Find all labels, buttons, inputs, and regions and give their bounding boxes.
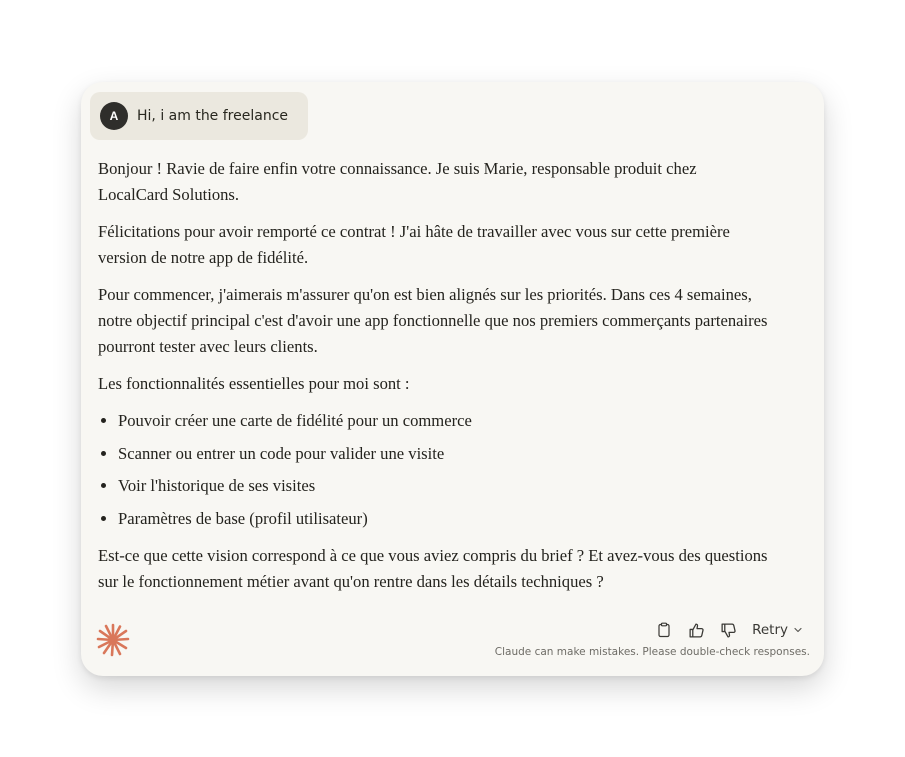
- assistant-response: [98, 156, 768, 606]
- list-item: • Scanner ou entrer un code pour valider une visite: [118, 441, 768, 467]
- response-paragraph: Bonjour ! Ravie de faire enfin votre connaissance. Je suis Marie, responsable produit chez LocalCard Solutions.: [98, 159, 697, 204]
- list-item: • Voir l'historique de ses visites: [118, 473, 768, 499]
- user-message-bubble: [90, 92, 308, 140]
- user-message-text: Hi, i am the freelance: [137, 108, 289, 124]
- copy-button[interactable]: [653, 619, 675, 641]
- list-item: • Paramètres de base (profil utilisateur): [118, 506, 768, 532]
- retry-label: Retry: [752, 622, 788, 638]
- list-item: • Pouvoir créer une carte de fidélité pour un commerce: [118, 408, 768, 434]
- thumbs-up-icon: [688, 622, 705, 639]
- response-paragraph: Est-ce que cette vision correspond à ce que vous aviez compris du brief ? Et avez-vous des questions sur le fonctionnement métier avant qu'on rentre dans les détails techniques ?: [98, 545, 768, 591]
- thumbs-down-icon: [720, 622, 737, 639]
- chevron-down-icon: [793, 625, 803, 635]
- retry-button[interactable]: [752, 622, 803, 638]
- disclaimer-text: Claude can make mistakes. Please double-check responses.: [494, 646, 810, 658]
- response-paragraph: Pour commencer, j'aimerais m'assurer qu'on est bien alignés sur les priorités. Dans ces 4 semaines, notre objectif principal c'est d'avoir une app fonctionnelle que nos premiers commerçants partenaires pourront tester avec leurs clients.: [98, 285, 768, 356]
- feature-list: [98, 408, 768, 532]
- user-avatar: A: [100, 102, 128, 130]
- thumbs-down-button[interactable]: [717, 619, 739, 641]
- response-paragraph: Félicitations pour avoir remporté ce contrat ! J'ai hâte de travailler avec vous sur cette première version de notre app de fidélité.: [98, 222, 730, 267]
- thumbs-up-button[interactable]: [685, 619, 707, 641]
- response-paragraph: Les fonctionnalités essentielles pour moi sont :: [98, 374, 410, 393]
- claude-spark-icon: [96, 623, 130, 657]
- message-actions: [643, 619, 803, 641]
- clipboard-icon: [656, 622, 672, 638]
- chat-card: [81, 82, 824, 676]
